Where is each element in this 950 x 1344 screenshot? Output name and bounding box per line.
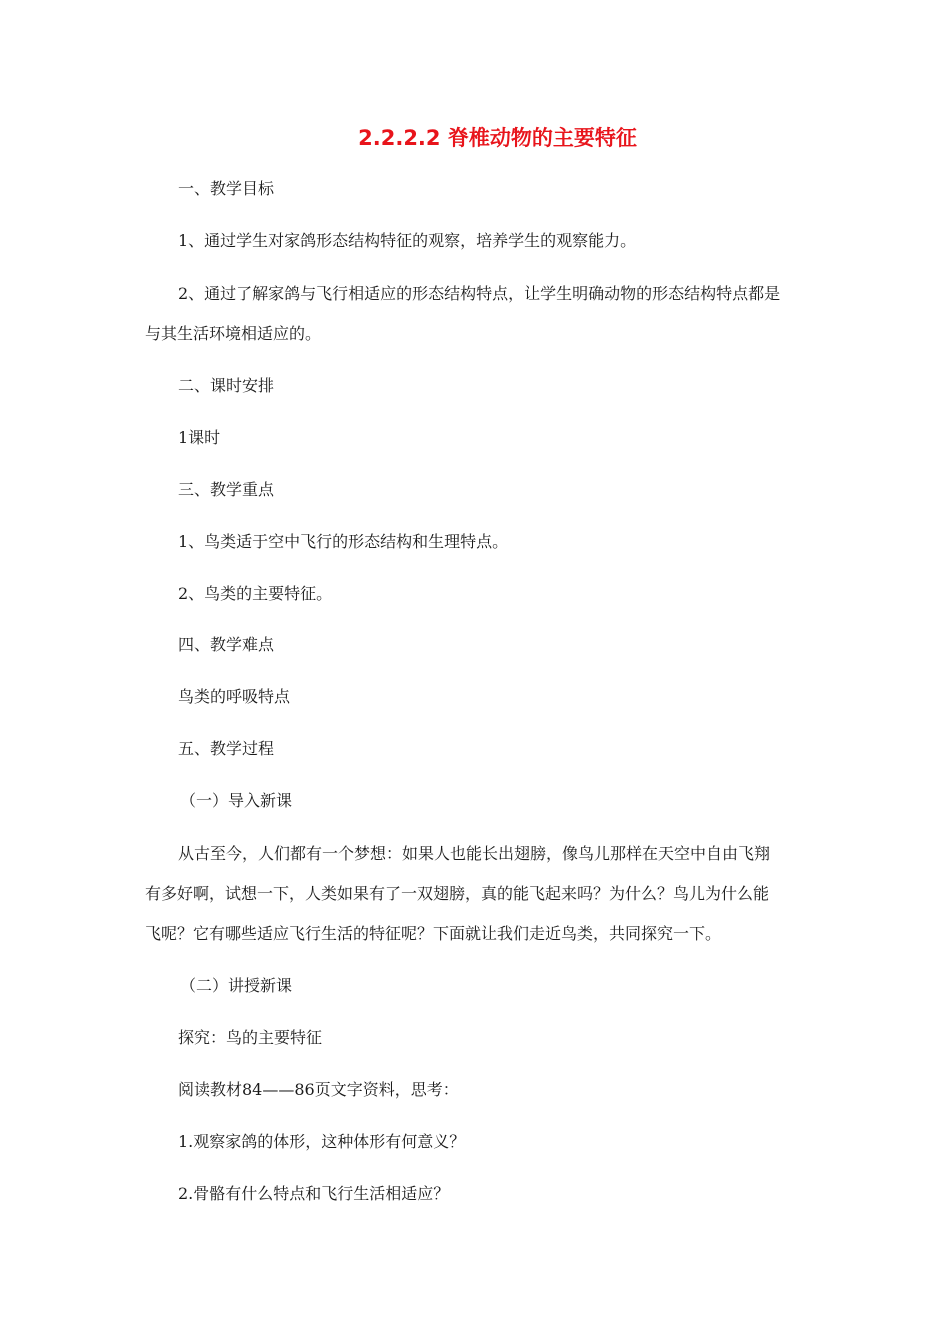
- paragraph-key-point-1: 1、鸟类适于空中飞行的形态结构和生理特点。: [178, 532, 509, 551]
- question-1: 1.观察家鸽的体形，这种体形有何意义？: [178, 1132, 466, 1151]
- paragraph-goal-2-line-2: 与其生活环境相适应的。: [145, 324, 322, 343]
- paragraph-reading: 阅读教材84——86页文字资料，思考：: [178, 1080, 459, 1099]
- paragraph-schedule: 1课时: [178, 428, 221, 447]
- heading-schedule: 二、课时安排: [178, 376, 275, 395]
- question-2: 2.骨骼有什么特点和飞行生活相适应？: [178, 1184, 450, 1203]
- heading-difficulties: 四、教学难点: [178, 635, 275, 654]
- paragraph-difficulty: 鸟类的呼吸特点: [178, 687, 291, 706]
- subheading-new-lesson: （二）讲授新课: [180, 976, 293, 995]
- paragraph-goal-2-line-1: 2、通过了解家鸽与飞行相适应的形态结构特点，让学生明确动物的形态结构特点都是: [178, 284, 781, 303]
- paragraph-goal-1: 1、通过学生对家鸽形态结构特征的观察，培养学生的观察能力。: [178, 231, 637, 250]
- document-title: 2.2.2.2 脊椎动物的主要特征: [358, 126, 637, 150]
- heading-key-points: 三、教学重点: [178, 480, 275, 499]
- subheading-intro: （一）导入新课: [180, 791, 293, 810]
- heading-teaching-goals: 一、教学目标: [178, 179, 275, 198]
- paragraph-intro-line-2: 有多好啊，试想一下，人类如果有了一双翅膀，真的能飞起来吗？为什么？鸟儿为什么能: [145, 884, 770, 903]
- paragraph-intro-line-1: 从古至今，人们都有一个梦想：如果人也能长出翅膀，像鸟儿那样在天空中自由飞翔: [178, 844, 771, 863]
- heading-process: 五、教学过程: [178, 739, 275, 758]
- paragraph-key-point-2: 2、鸟类的主要特征。: [178, 584, 333, 603]
- paragraph-explore: 探究：鸟的主要特征: [178, 1028, 323, 1047]
- paragraph-intro-line-3: 飞呢？它有哪些适应飞行生活的特征呢？下面就让我们走近鸟类，共同探究一下。: [145, 924, 722, 943]
